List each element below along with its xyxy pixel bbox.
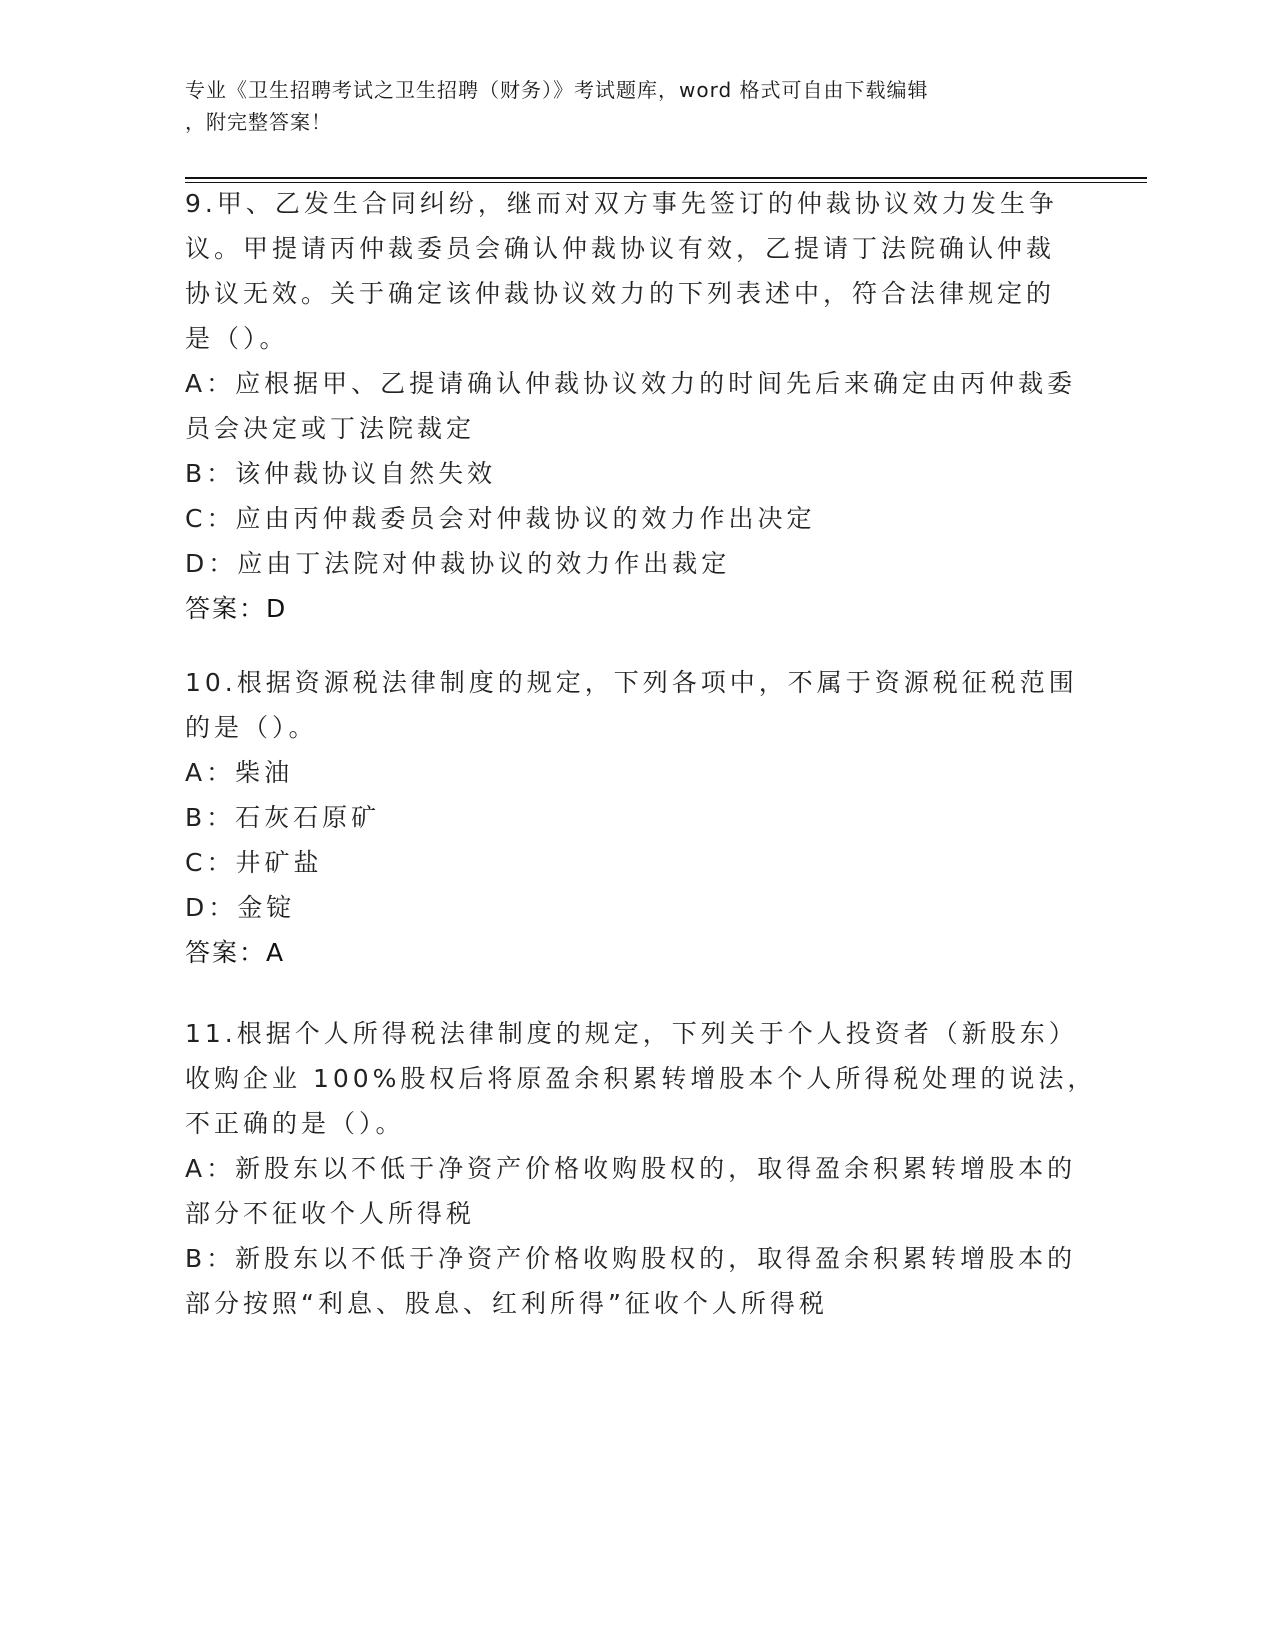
- option-d: D：金锭: [185, 893, 296, 922]
- option-c: C：井矿盐: [185, 848, 323, 877]
- answer-line: 答案：A: [185, 938, 286, 967]
- option-a-continued: 部分不征收个人所得税: [185, 1199, 476, 1228]
- question-stem-line: 10.根据资源税法律制度的规定，下列各项中，不属于资源税征税范围: [185, 668, 1078, 697]
- question-stem-line: 协议无效。关于确定该仲裁协议效力的下列表述中，符合法律规定的: [185, 279, 1056, 308]
- question-10: [185, 660, 1078, 975]
- question-stem-line: 9.甲、乙发生合同纠纷，继而对双方事先签订的仲裁协议效力发生争: [185, 189, 1058, 218]
- header-line: ，附完整答案！: [185, 110, 332, 134]
- question-stem-line: 不正确的是（）。: [185, 1109, 405, 1138]
- header-divider: [185, 177, 1147, 179]
- option-c: C：应由丙仲裁委员会对仲裁协议的效力作出决定: [185, 504, 816, 533]
- option-b: B：石灰石原矿: [185, 803, 381, 832]
- option-a: A：柴油: [185, 758, 294, 787]
- answer-line: 答案：D: [185, 594, 288, 623]
- option-b-continued: 部分按照“利息、股息、红利所得”征收个人所得税: [185, 1289, 828, 1318]
- question-stem-line: 收购企业 100%股权后将原盈余积累转增股本个人所得税处理的说法，: [185, 1064, 1097, 1093]
- question-stem-line: 议。甲提请丙仲裁委员会确认仲裁协议有效，乙提请丁法院确认仲裁: [185, 234, 1056, 263]
- header-line: 专业《卫生招聘考试之卫生招聘（财务）》考试题库，word 格式可自由下载编辑: [185, 78, 929, 102]
- option-b: B：该仲裁协议自然失效: [185, 459, 497, 488]
- question-stem-line: 的是（）。: [185, 713, 318, 742]
- option-a: A：应根据甲、乙提请确认仲裁协议效力的时间先后来确定由丙仲裁委: [185, 369, 1077, 398]
- option-a: A：新股东以不低于净资产价格收购股权的，取得盈余积累转增股本的: [185, 1154, 1077, 1183]
- option-d: D：应由丁法院对仲裁协议的效力作出裁定: [185, 549, 731, 578]
- question-stem-line: 11.根据个人所得税法律制度的规定，下列关于个人投资者（新股东）: [185, 1019, 1078, 1048]
- option-a-continued: 员会决定或丁法院裁定: [185, 414, 476, 443]
- question-9: [185, 181, 1077, 631]
- question-stem-line: 是（）。: [185, 324, 289, 353]
- question-11: [185, 1011, 1097, 1326]
- document-header: [185, 74, 1065, 138]
- option-b: B：新股东以不低于净资产价格收购股权的，取得盈余积累转增股本的: [185, 1244, 1077, 1273]
